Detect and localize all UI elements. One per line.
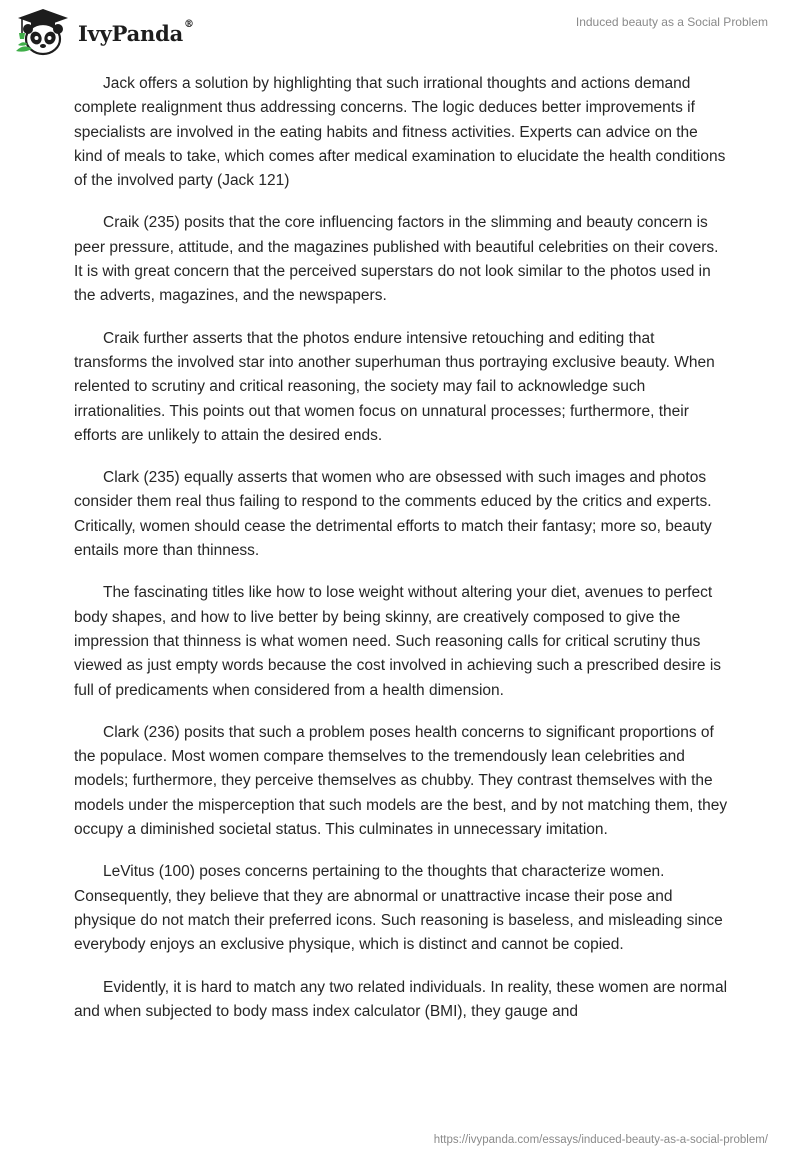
brand-name: IvyPanda® [78,18,194,46]
essay-body [74,72,730,1042]
paragraph: Craik further asserts that the photos endure intensive retouching and editing that transforms the involved star into another superhuman thus portraying exclusive beauty. When relented to scrutiny and critical reasoning, the society may fail to acknowledge such irrationalities. This points out that women focus on unnatural processes; furthermore, their efforts are unlikely to attain the desired ends. [74,329,715,444]
source-url[interactable]: https://ivypanda.com/essays/induced-beauty-as-a-social-problem/ [433,1134,768,1146]
panda-graduation-cap-icon [14,7,72,57]
paragraph: LeVitus (100) poses concerns pertaining to the thoughts that characterize women. Consequently, they believe that they are abnormal or unattractive incase their pose and physique do not match their preferred icons. Such reasoning is baseless, and misleading since everybody enjoys an exclusive physique, which is distinct and cannot be copied. [74,863,723,954]
paragraph: Jack offers a solution by highlighting that such irrational thoughts and actions demand complete realignment thus addressing concerns. The logic deduces better improvements if specialists are involved in the eating habits and fitness activities. Experts can advice on the kind of meals to take, which comes after medical examination to elucidate the health conditions of the involved party (Jack 121) [74,75,726,190]
paragraph: Craik (235) posits that the core influencing factors in the slimming and beauty concern is peer pressure, attitude, and the magazines published with beautiful celebrities on their covers. It is with great concern that the perceived superstars do not look similar to the photos used in the adverts, magazines, and the newspapers. [74,214,719,305]
page-header [0,0,800,70]
paragraph: Clark (236) posits that such a problem poses health concerns to significant proportions of the populace. Most women compare themselves to the tremendously lean celebrities and models; furthermore, they perceive themselves as chubby. They contrast themselves with the models under the misperception that such models are the best, and by not matching them, they occupy a diminished societal status. This culminates in unnecessary imitation. [74,723,728,839]
paragraph: Evidently, it is hard to match any two related individuals. In reality, these women are normal and when subjected to body mass index calculator (BMI), they gauge and [74,978,728,1020]
ivypanda-logo[interactable] [14,6,194,58]
document-title: Induced beauty as a Social Problem [575,15,768,29]
paragraph: Clark (235) equally asserts that women who are obsessed with such images and photos consider them real thus failing to respond to the comments educed by the critics and experts. Critically, women should cease the detrimental efforts to match their fantasy; more so, beauty entails more than thinness. [74,469,712,560]
paragraph: The fascinating titles like how to lose weight without altering your diet, avenues to perfect body shapes, and how to live better by being skinny, are creatively composed to give the impression that thinness is what women need. Such reasoning calls for critical scrutiny thus viewed as just empty words because the cost involved in achieving such a prescribed desire is full of predicaments when considered from a health dimension. [74,584,722,699]
